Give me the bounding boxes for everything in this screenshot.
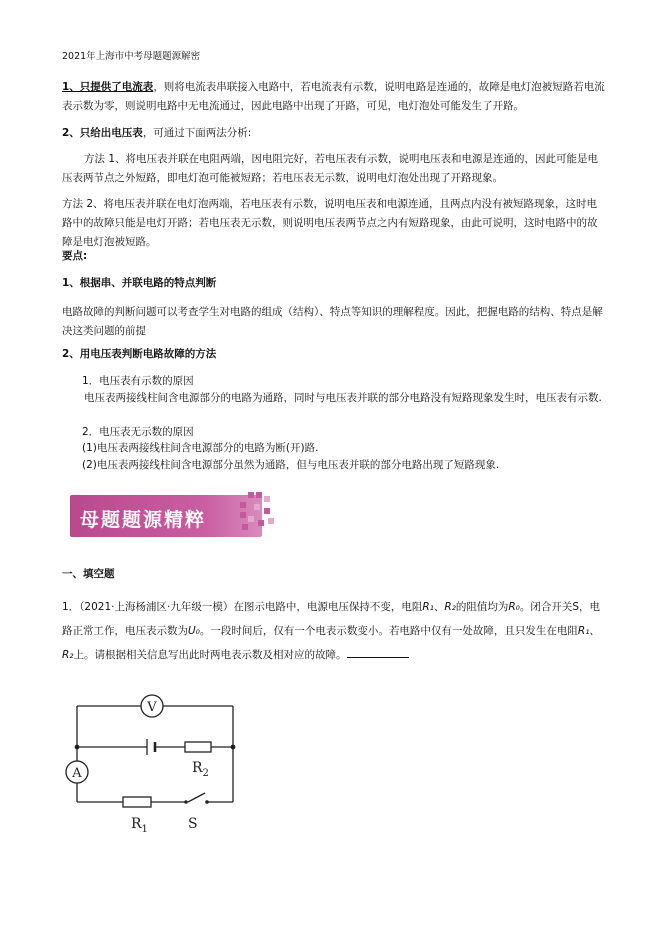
section-2-label: 2、只给出电压表	[62, 127, 143, 139]
key-points-heading: 要点:	[62, 250, 88, 262]
resistor-r2	[185, 742, 211, 752]
r1-symbol: R₁	[422, 601, 434, 613]
circuit-diagram	[55, 690, 255, 840]
item-2-title: 2．电压表无示数的原因	[82, 426, 194, 438]
question-text-1: 在图示电路中，电源电压保持不变，电阻	[233, 601, 423, 613]
page-header: 2021年上海市中考母题题源解密	[62, 51, 201, 62]
section-1	[62, 78, 607, 116]
r1-label: $R_1$	[131, 816, 148, 835]
junction-left	[75, 745, 80, 750]
question-source: （2021·上海杨浦区·九年级一模）	[79, 601, 234, 613]
method-1: 方法 1、将电压表并联在电阻两端，因电阻完好，若电压表有示数，说明电压表和电源是连通的，因此可能是电压表两节点之外短路，即电灯泡可能被短路；若电压表无示数，说明电灯泡处出现了开路现象。	[62, 153, 599, 184]
r2-label: $R_2$	[192, 760, 209, 779]
item-2-b: (2)电压表两接线柱间含电源部分虽然为通路，但与电压表并联的部分电路出现了短路现象.	[82, 459, 500, 471]
item-2-a: (1)电压表两接线柱间含电源部分的电路为断(开)路.	[82, 442, 319, 454]
question-text-5: 上。请根据相关信息写出此时两电表示数及相对应的故障。	[73, 649, 347, 661]
section-1-label: 1、只提供了电流表	[62, 81, 154, 93]
separator-2: 、	[589, 625, 600, 637]
method-2: 方法 2、将电压表并联在电灯泡两端，若电压表有示数，说明电压表和电源连通，且两点内没有被短路现象，这时电路中的故障只能是电灯开路；若电压表无示数，则说明电压表两节点之内有短路现象，由此可说明，这时电路中的故障是电灯泡被短路。	[62, 198, 598, 248]
r1-symbol-2: R₁	[577, 625, 590, 637]
question-text-3: 。闭合开关S，电路正常工作，电压表示数为	[62, 601, 601, 637]
part-title: 一、填空题	[62, 568, 115, 580]
r2-symbol: R₂	[444, 601, 456, 613]
junction-right	[231, 745, 236, 750]
answer-blank[interactable]	[347, 645, 409, 658]
switch-label: S	[188, 816, 198, 832]
point-1-title: 1、根据串、并联电路的特点判断	[62, 277, 217, 289]
item-1-title: 1．电压表有示数的原因	[82, 375, 194, 387]
r0-symbol: R₀	[508, 601, 520, 613]
banner-pixel-decoration	[232, 492, 276, 532]
question-number: 1．	[62, 601, 80, 613]
section-1-text: ，则将电流表串联接入电路中，若电流表有示数，说明电路是连通的，故障是电灯泡被短路若电流表示数为零，则说明电路中无电流通过，因此电路中出现了开路，可见，电灯泡处可能发生了开路。	[62, 81, 605, 112]
separator: 、	[433, 601, 445, 613]
item-1-text: 电压表两接线柱间含电源部分的电路为通路，同时与电压表并联的部分电路没有短路现象发生时，电压表有示数.	[84, 392, 602, 404]
resistor-r1	[123, 797, 151, 807]
point-2-title: 2、用电压表判断电路故障的方法	[62, 348, 217, 360]
voltmeter-label: V	[147, 700, 157, 715]
section-2	[62, 124, 607, 143]
switch-contact-right	[205, 800, 209, 804]
question-1	[62, 595, 607, 667]
question-text-4: 。一段时间后，仅有一个电表示数变小。若电路中仅有一处故障，且只发生在电阻	[199, 625, 578, 637]
r2-symbol-2: R₂	[62, 649, 74, 661]
ammeter-label: A	[72, 766, 82, 781]
u0-symbol: U₀	[188, 625, 200, 637]
switch-contact-left	[184, 800, 188, 804]
point-1-text: 电路故障的判断问题可以考查学生对电路的组成（结构）、特点等知识的理解程度。因此，把握电路的结构、特点是解决这类问题的前提	[62, 306, 603, 337]
switch-lever	[188, 793, 205, 802]
section-2-text: ，可通过下面两法分析:	[142, 127, 252, 139]
question-text-2: 的阻值均为	[455, 601, 509, 613]
banner-title: 母题题源精粹	[80, 509, 207, 531]
